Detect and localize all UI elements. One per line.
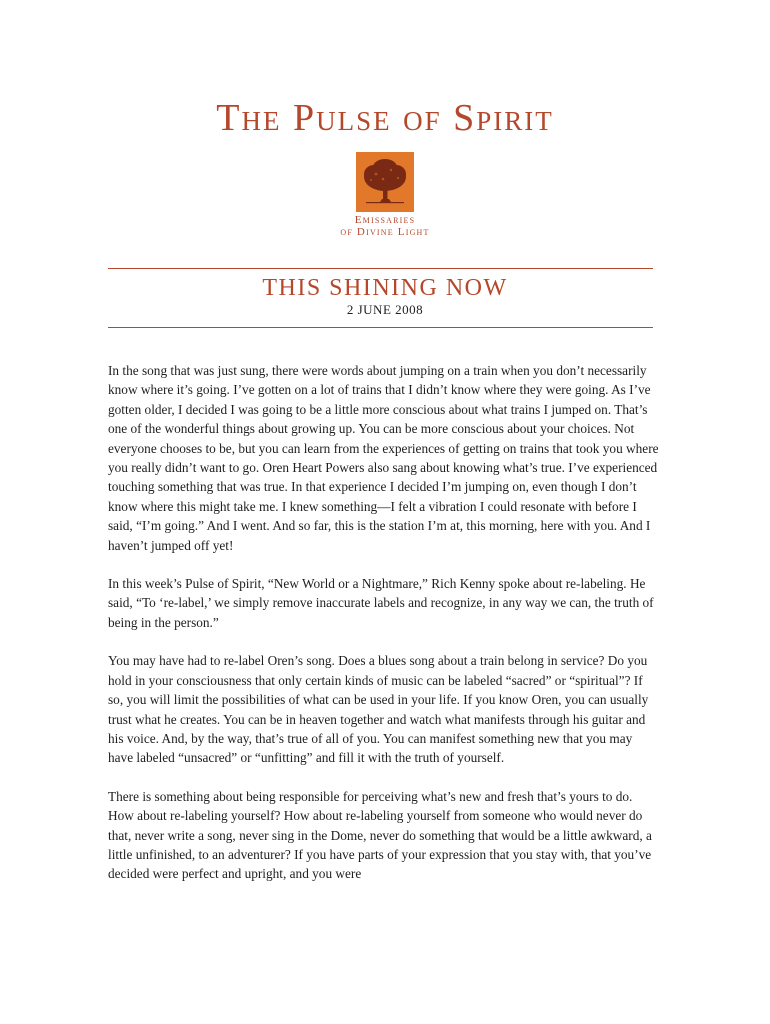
article-title: THIS SHINING NOW [262,275,508,301]
tree-logo-icon [356,152,414,212]
paragraph: There is something about being responsible for perceiving what’s new and fresh that’s yours to do. How about re-labeling yourself? How about re-labeling yourself from someone who would never do that, never write a song, never sing in the Dome, never do something that would be a little awkward, a little unfinished, to an adventurer? If you have parts of your expression that you stay with, that you’ve decided were perfect and upright, and you were [108,788,652,882]
paragraph: In the song that was just sung, there were words about jumping on a train when you don’t necessarily know where it’s going. I’ve gotten on a lot of trains that I didn’t know where they were going. As I’ve gotten older, I decided I was going to be a little more conscious about what trains I jumped on. That’s one of the wonderful things about growing up. You can be more conscious about your choices. Not everyone chooses to be, but you can learn from the experiences of getting on trains that took you where you really didn’t want to go. Oren Heart Powers also sang about knowing what’s true. I’ve experienced touching something that was true. In that experience I decided I’m jumping on, even though I don’t know where this might take me. I knew something—I felt a vibration I could resonate with before I said, “I’m going.” And I went. And so far, this is the station I’m at, this morning, here with you. And I haven’t jumped off yet! [108,363,659,553]
article-body [108,361,660,903]
organization-name [0,214,770,238]
title-rule-top [108,268,653,269]
org-name-line1: Emissaries [354,214,416,226]
org-name-line2: of Divine Light [340,226,430,238]
masthead-title: The Pulse of Spirit [216,97,554,139]
title-rule-bottom [108,327,653,328]
article-date: 2 JUNE 2008 [346,302,424,317]
paragraph: You may have had to re-label Oren’s song. Does a blues song about a train belong in service? Do you hold in your consciousness that only certain kinds of music can be labeled “sacred” or “spiritual”? If so, you will limit the possibilities of what can be used in your life. If you know Oren, you can usually trust what he creates. You can be in heaven together and watch what manifests through his guitar and his voice. And, by the way, that’s true of all of you. You can manifest something new that you may have labeled “unsacred” or “unfitting” and fill it with the truth of yourself. [108,653,649,766]
paragraph: In this week’s Pulse of Spirit, “New World or a Nightmare,” Rich Kenny spoke about re-labeling. He said, “To ‘re-label,’ we simply remove inaccurate labels and recognize, in any way we can, the truth of being in the person.” [108,576,654,630]
